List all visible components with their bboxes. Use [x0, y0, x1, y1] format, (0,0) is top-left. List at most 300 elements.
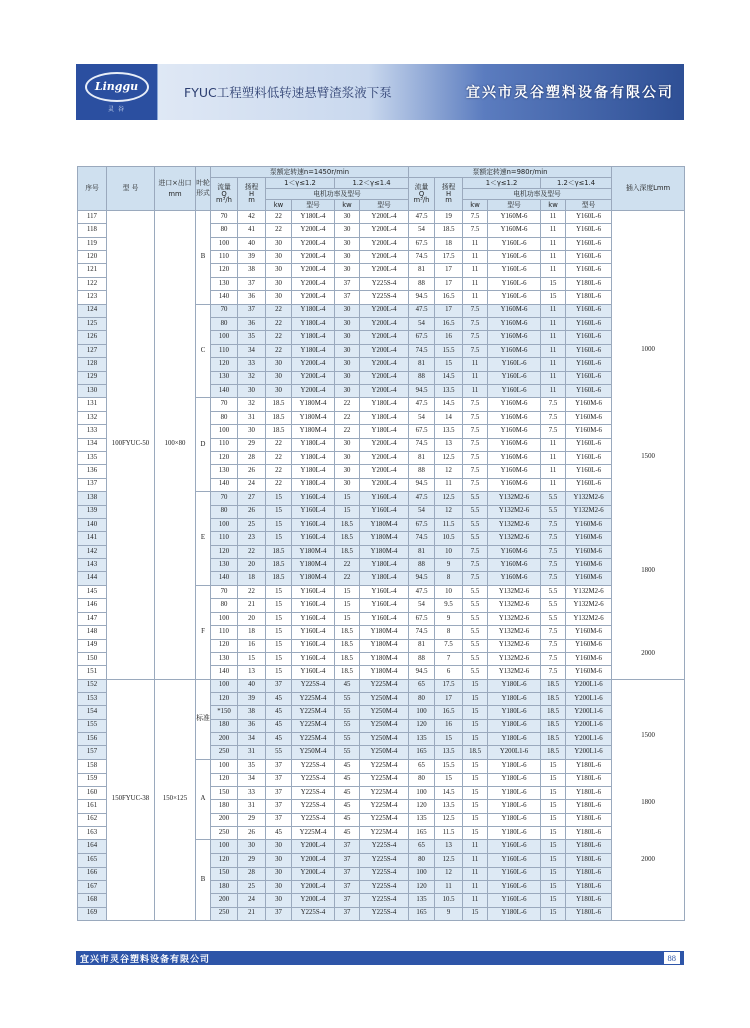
cell-inlet-outlet: 150×125: [155, 679, 196, 920]
cell-kw-b-1450: 30: [335, 465, 360, 478]
cell-kw-b-980: 15: [541, 867, 566, 880]
cell-kw-a-1450: 55: [266, 746, 292, 759]
cell-kw-b-1450: 18.5: [335, 532, 360, 545]
cell-impeller: D: [196, 398, 211, 492]
cell-head-1450: 31: [238, 800, 266, 813]
header-kw: kw: [266, 200, 292, 211]
cell-motor-a-1450: Y200L-4: [292, 880, 335, 893]
cell-motor-a-980: Y180L-6: [488, 800, 541, 813]
cell-kw-b-980: 5.5: [541, 585, 566, 599]
cell-motor-b-1450: Y225S-4: [360, 291, 409, 304]
cell-motor-b-980: Y160L-6: [566, 465, 612, 478]
cell-kw-b-1450: 22: [335, 572, 360, 585]
cell-motor-a-1450: Y160L-4: [292, 532, 335, 545]
cell-flow-1450: 130: [211, 371, 238, 384]
cell-kw-b-1450: 30: [335, 237, 360, 250]
cell-seq: 131: [78, 398, 107, 412]
cell-head-1450: 29: [238, 813, 266, 826]
cell-flow-1450: 70: [211, 492, 238, 506]
depth-value: 2000: [641, 649, 655, 657]
cell-kw-b-980: 15: [541, 894, 566, 907]
cell-head-980: 10.5: [435, 532, 463, 545]
cell-motor-a-1450: Y180L-4: [292, 478, 335, 491]
header-model: 型 号: [107, 167, 155, 211]
cell-kw-a-980: 5.5: [463, 639, 488, 652]
cell-kw-b-1450: 55: [335, 692, 360, 705]
cell-motor-a-980: Y160L-6: [488, 277, 541, 290]
cell-flow-980: 54: [409, 318, 435, 331]
cell-flow-980: 47.5: [409, 585, 435, 599]
cell-kw-a-1450: 30: [266, 264, 292, 277]
cell-kw-b-1450: 30: [335, 264, 360, 277]
cell-motor-b-1450: Y225M-4: [360, 813, 409, 826]
header-speed-980: 泵额定转速n=980r/min: [409, 167, 612, 178]
table-header: [78, 167, 685, 211]
cell-kw-b-980: 15: [541, 786, 566, 799]
cell-kw-a-980: 7.5: [463, 425, 488, 438]
cell-head-980: 13.5: [435, 800, 463, 813]
cell-flow-1450: 110: [211, 626, 238, 639]
depth-value: 1500: [641, 732, 655, 740]
cell-flow-980: 81: [409, 451, 435, 464]
cell-motor-a-980: Y160M-6: [488, 411, 541, 424]
cell-motor-a-1450: Y160L-4: [292, 666, 335, 679]
cell-motor-b-1450: Y225M-4: [360, 759, 409, 773]
header-flow-2: [409, 178, 435, 211]
cell-kw-a-980: 5.5: [463, 519, 488, 532]
cell-kw-a-980: 11: [463, 358, 488, 371]
cell-kw-a-1450: 15: [266, 666, 292, 679]
cell-head-1450: 36: [238, 318, 266, 331]
cell-kw-a-1450: 15: [266, 612, 292, 625]
cell-head-980: 15.5: [435, 344, 463, 357]
cell-kw-a-1450: 30: [266, 854, 292, 867]
cell-flow-980: 81: [409, 264, 435, 277]
cell-kw-a-980: 5.5: [463, 532, 488, 545]
cell-motor-b-980: Y200L1-6: [566, 679, 612, 692]
cell-seq: 133: [78, 425, 107, 438]
header-kw: kw: [463, 200, 488, 211]
cell-kw-a-1450: 22: [266, 331, 292, 344]
cell-head-980: 16: [435, 719, 463, 732]
cell-seq: 156: [78, 733, 107, 746]
cell-motor-a-1450: Y200L-4: [292, 291, 335, 304]
cell-kw-a-980: 11: [463, 894, 488, 907]
cell-kw-b-980: 7.5: [541, 626, 566, 639]
cell-motor-b-1450: Y250M-4: [360, 733, 409, 746]
cell-head-1450: 29: [238, 854, 266, 867]
cell-head-1450: 38: [238, 706, 266, 719]
cell-kw-a-980: 5.5: [463, 666, 488, 679]
cell-kw-b-1450: 30: [335, 358, 360, 371]
flow-unit: m³/h: [413, 196, 430, 205]
cell-flow-1450: 140: [211, 384, 238, 397]
cell-motor-a-1450: Y180L-4: [292, 304, 335, 318]
cell-seq: 161: [78, 800, 107, 813]
cell-seq: 127: [78, 344, 107, 357]
cell-flow-980: 65: [409, 679, 435, 692]
cell-kw-b-1450: 55: [335, 733, 360, 746]
cell-kw-a-1450: 45: [266, 692, 292, 705]
cell-head-1450: 38: [238, 264, 266, 277]
cell-head-980: 12: [435, 465, 463, 478]
cell-motor-b-1450: Y200L-4: [360, 478, 409, 491]
cell-motor-b-1450: Y225M-4: [360, 800, 409, 813]
cell-head-980: 17: [435, 692, 463, 705]
cell-motor-a-980: Y180L-6: [488, 692, 541, 705]
cell-motor-b-1450: Y160L-4: [360, 599, 409, 612]
cell-kw-b-980: 15: [541, 854, 566, 867]
cell-seq: 148: [78, 626, 107, 639]
cell-flow-1450: 140: [211, 291, 238, 304]
cell-motor-a-980: Y160M-6: [488, 465, 541, 478]
cell-head-1450: 13: [238, 666, 266, 679]
header-kw: kw: [335, 200, 360, 211]
cell-kw-b-980: 11: [541, 331, 566, 344]
cell-flow-1450: 110: [211, 438, 238, 451]
cell-motor-b-1450: Y180L-4: [360, 398, 409, 412]
cell-motor-b-1450: Y160L-4: [360, 612, 409, 625]
cell-flow-980: 94.5: [409, 384, 435, 397]
cell-motor-b-1450: Y180M-4: [360, 519, 409, 532]
cell-seq: 146: [78, 599, 107, 612]
cell-kw-b-1450: 18.5: [335, 666, 360, 679]
cell-head-980: 13.5: [435, 746, 463, 759]
cell-flow-980: 94.5: [409, 666, 435, 679]
cell-motor-a-980: Y160M-6: [488, 438, 541, 451]
cell-kw-a-1450: 18.5: [266, 559, 292, 572]
cell-head-980: 13: [435, 840, 463, 854]
cell-kw-a-1450: 18.5: [266, 545, 292, 558]
cell-kw-a-980: 5.5: [463, 585, 488, 599]
cell-head-980: 11.5: [435, 519, 463, 532]
cell-head-980: 10: [435, 585, 463, 599]
cell-motor-b-980: Y160L-6: [566, 304, 612, 318]
cell-head-980: 14.5: [435, 786, 463, 799]
cell-head-980: 13: [435, 438, 463, 451]
cell-kw-a-1450: 45: [266, 733, 292, 746]
header-type: 型号: [566, 200, 612, 211]
cell-motor-a-980: Y160M-6: [488, 344, 541, 357]
cell-seq: 144: [78, 572, 107, 585]
cell-motor-b-980: Y160L-6: [566, 318, 612, 331]
cell-motor-a-1450: Y200L-4: [292, 251, 335, 264]
cell-flow-980: 74.5: [409, 251, 435, 264]
cell-motor-a-980: Y180L-6: [488, 813, 541, 826]
cell-kw-b-1450: 18.5: [335, 519, 360, 532]
header-gamma2-1: 1.2＜γ≤1.4: [335, 178, 409, 189]
cell-motor-a-1450: Y225M-4: [292, 827, 335, 840]
cell-kw-a-980: 18.5: [463, 746, 488, 759]
cell-head-1450: 20: [238, 612, 266, 625]
cell-seq: 118: [78, 224, 107, 237]
cell-kw-a-1450: 15: [266, 599, 292, 612]
cell-flow-980: 100: [409, 706, 435, 719]
cell-kw-b-980: 11: [541, 478, 566, 491]
cell-impeller: 标准: [196, 679, 211, 759]
cell-impeller: B: [196, 211, 211, 305]
cell-motor-a-1450: Y250M-4: [292, 746, 335, 759]
cell-head-1450: 33: [238, 786, 266, 799]
cell-kw-b-1450: 18.5: [335, 639, 360, 652]
cell-flow-1450: 80: [211, 505, 238, 518]
cell-kw-b-980: 15: [541, 813, 566, 826]
cell-seq: 163: [78, 827, 107, 840]
cell-head-980: 9: [435, 612, 463, 625]
cell-head-1450: 26: [238, 465, 266, 478]
cell-motor-b-980: Y160M-6: [566, 559, 612, 572]
cell-motor-a-980: Y160L-6: [488, 291, 541, 304]
cell-kw-b-1450: 45: [335, 679, 360, 692]
cell-kw-b-980: 15: [541, 907, 566, 920]
cell-seq: 169: [78, 907, 107, 920]
cell-motor-a-980: Y160L-6: [488, 880, 541, 893]
cell-motor-a-980: Y132M2-6: [488, 532, 541, 545]
cell-head-980: 17: [435, 304, 463, 318]
cell-flow-980: 88: [409, 465, 435, 478]
cell-motor-a-980: Y180L-6: [488, 733, 541, 746]
cell-motor-a-1450: Y200L-4: [292, 264, 335, 277]
cell-kw-b-980: 7.5: [541, 572, 566, 585]
cell-seq: 117: [78, 211, 107, 224]
cell-kw-a-980: 7.5: [463, 344, 488, 357]
cell-motor-a-1450: Y225M-4: [292, 733, 335, 746]
cell-flow-980: 135: [409, 733, 435, 746]
cell-motor-a-1450: Y200L-4: [292, 237, 335, 250]
cell-motor-b-980: Y160M-6: [566, 639, 612, 652]
cell-kw-a-980: 15: [463, 773, 488, 786]
cell-head-980: 7: [435, 652, 463, 665]
cell-head-980: 11: [435, 478, 463, 491]
cell-motor-a-1450: Y160L-4: [292, 519, 335, 532]
cell-head-980: 17.5: [435, 251, 463, 264]
cell-kw-b-1450: 37: [335, 854, 360, 867]
cell-kw-b-1450: 15: [335, 585, 360, 599]
cell-motor-b-980: Y160L-6: [566, 438, 612, 451]
cell-motor-b-1450: Y180M-4: [360, 626, 409, 639]
cell-motor-a-1450: Y200L-4: [292, 867, 335, 880]
cell-kw-a-1450: 15: [266, 505, 292, 518]
cell-seq: 140: [78, 519, 107, 532]
cell-head-1450: 33: [238, 358, 266, 371]
cell-motor-a-980: Y160M-6: [488, 398, 541, 412]
cell-motor-b-980: Y160M-6: [566, 626, 612, 639]
cell-head-1450: 23: [238, 532, 266, 545]
cell-head-1450: 15: [238, 652, 266, 665]
cell-head-980: 10: [435, 545, 463, 558]
cell-motor-b-980: Y200L1-6: [566, 746, 612, 759]
cell-head-1450: 30: [238, 425, 266, 438]
cell-seq: 132: [78, 411, 107, 424]
cell-kw-a-980: 7.5: [463, 224, 488, 237]
cell-motor-a-1450: Y225M-4: [292, 719, 335, 732]
cell-kw-a-980: 11: [463, 867, 488, 880]
cell-kw-b-980: 11: [541, 465, 566, 478]
cell-motor-a-1450: Y180L-4: [292, 211, 335, 224]
cell-flow-980: 94.5: [409, 291, 435, 304]
cell-kw-a-1450: 30: [266, 840, 292, 854]
cell-motor-a-1450: Y180L-4: [292, 451, 335, 464]
cell-motor-b-980: Y160L-6: [566, 224, 612, 237]
cell-kw-a-1450: 45: [266, 706, 292, 719]
cell-motor-a-1450: Y225S-4: [292, 813, 335, 826]
cell-flow-980: 88: [409, 277, 435, 290]
cell-kw-a-980: 11: [463, 264, 488, 277]
head-label: 扬程: [244, 182, 259, 191]
cell-motor-a-980: Y160M-6: [488, 318, 541, 331]
cell-motor-a-980: Y132M2-6: [488, 519, 541, 532]
cell-kw-b-1450: 37: [335, 291, 360, 304]
cell-head-1450: 26: [238, 505, 266, 518]
cell-flow-980: 88: [409, 371, 435, 384]
cell-flow-980: 165: [409, 746, 435, 759]
cell-kw-a-980: 7.5: [463, 411, 488, 424]
header-seq: 序号: [78, 167, 107, 211]
cell-kw-a-1450: 22: [266, 304, 292, 318]
cell-motor-b-980: Y160L-6: [566, 264, 612, 277]
cell-flow-1450: 70: [211, 211, 238, 224]
cell-kw-a-1450: 37: [266, 679, 292, 692]
cell-head-1450: 31: [238, 746, 266, 759]
cell-seq: 126: [78, 331, 107, 344]
cell-head-1450: 18: [238, 626, 266, 639]
cell-motor-b-1450: Y200L-4: [360, 371, 409, 384]
cell-motor-b-980: Y132M2-6: [566, 585, 612, 599]
cell-seq: 160: [78, 786, 107, 799]
cell-motor-a-1450: Y225S-4: [292, 907, 335, 920]
cell-motor-a-1450: Y225S-4: [292, 800, 335, 813]
cell-motor-b-1450: Y200L-4: [360, 304, 409, 318]
cell-motor-b-980: Y160L-6: [566, 371, 612, 384]
cell-flow-1450: 110: [211, 532, 238, 545]
cell-kw-b-1450: 45: [335, 773, 360, 786]
cell-motor-a-1450: Y180L-4: [292, 438, 335, 451]
cell-seq: 125: [78, 318, 107, 331]
cell-model: 100FYUC-50: [107, 211, 155, 680]
cell-flow-980: 120: [409, 800, 435, 813]
cell-kw-b-1450: 30: [335, 451, 360, 464]
cell-motor-b-1450: Y225S-4: [360, 840, 409, 854]
cell-kw-a-1450: 22: [266, 211, 292, 224]
cell-head-980: 13.5: [435, 384, 463, 397]
cell-flow-1450: 100: [211, 331, 238, 344]
logo-text: Linggu: [94, 80, 139, 93]
cell-motor-a-980: Y180L-6: [488, 719, 541, 732]
flow-unit: m³/h: [216, 196, 232, 205]
cell-kw-b-1450: 37: [335, 894, 360, 907]
cell-seq: 158: [78, 759, 107, 773]
cell-kw-a-1450: 22: [266, 224, 292, 237]
cell-motor-b-980: Y160L-6: [566, 478, 612, 491]
cell-flow-980: 120: [409, 719, 435, 732]
cell-motor-b-980: Y160L-6: [566, 358, 612, 371]
cell-kw-a-980: 7.5: [463, 478, 488, 491]
cell-kw-b-1450: 22: [335, 425, 360, 438]
cell-motor-b-1450: Y180M-4: [360, 639, 409, 652]
cell-head-980: 16.5: [435, 706, 463, 719]
header-gamma2-2: 1.2＜γ≤1.4: [541, 178, 612, 189]
cell-head-980: 16.5: [435, 318, 463, 331]
cell-motor-a-980: Y160L-6: [488, 371, 541, 384]
cell-head-1450: 26: [238, 827, 266, 840]
cell-kw-b-980: 15: [541, 880, 566, 893]
cell-kw-a-980: 15: [463, 759, 488, 773]
cell-kw-a-1450: 18.5: [266, 572, 292, 585]
cell-kw-a-1450: 37: [266, 759, 292, 773]
cell-flow-1450: 130: [211, 277, 238, 290]
cell-head-980: 15.5: [435, 759, 463, 773]
cell-flow-1450: 80: [211, 599, 238, 612]
cell-motor-a-980: Y160L-6: [488, 237, 541, 250]
cell-motor-b-980: Y180L-6: [566, 827, 612, 840]
header-motor-1: 电机功率及型号: [266, 189, 409, 200]
cell-head-1450: 29: [238, 438, 266, 451]
cell-kw-b-1450: 55: [335, 746, 360, 759]
page-footer: [76, 951, 684, 965]
cell-head-980: 14.5: [435, 371, 463, 384]
cell-motor-a-980: Y160L-6: [488, 867, 541, 880]
cell-motor-a-980: Y180L-6: [488, 706, 541, 719]
header-inlet-outlet: 进口×出口mm: [155, 167, 196, 211]
cell-flow-980: 120: [409, 880, 435, 893]
flow-symbol: Q: [221, 189, 227, 198]
cell-head-1450: 25: [238, 880, 266, 893]
depth-value: 2000: [641, 856, 655, 864]
cell-head-980: 7.5: [435, 639, 463, 652]
cell-flow-1450: 110: [211, 251, 238, 264]
cell-kw-b-980: 7.5: [541, 639, 566, 652]
cell-motor-a-1450: Y225M-4: [292, 692, 335, 705]
table-row: [78, 211, 685, 224]
cell-motor-a-1450: Y225S-4: [292, 786, 335, 799]
header-head-2: [435, 178, 463, 211]
cell-flow-1450: 120: [211, 854, 238, 867]
cell-head-1450: 24: [238, 894, 266, 907]
cell-flow-1450: 120: [211, 358, 238, 371]
cell-seq: 121: [78, 264, 107, 277]
cell-flow-1450: 140: [211, 572, 238, 585]
head-unit: m: [248, 196, 255, 205]
cell-flow-1450: 250: [211, 827, 238, 840]
cell-kw-a-1450: 30: [266, 867, 292, 880]
cell-kw-a-980: 7.5: [463, 438, 488, 451]
pump-spec-table-wrapper: [77, 166, 684, 921]
cell-motor-b-980: Y180L-6: [566, 880, 612, 893]
cell-flow-980: 94.5: [409, 572, 435, 585]
cell-head-1450: 36: [238, 719, 266, 732]
cell-kw-a-1450: 30: [266, 371, 292, 384]
cell-motor-a-1450: Y200L-4: [292, 894, 335, 907]
cell-motor-b-980: Y160M-6: [566, 425, 612, 438]
cell-motor-a-980: Y180L-6: [488, 907, 541, 920]
cell-kw-b-980: 5.5: [541, 505, 566, 518]
cell-kw-a-980: 7.5: [463, 331, 488, 344]
cell-head-1450: 16: [238, 639, 266, 652]
cell-motor-a-980: Y160L-6: [488, 251, 541, 264]
pump-spec-table: [77, 166, 685, 921]
cell-kw-a-980: 5.5: [463, 612, 488, 625]
cell-flow-1450: 100: [211, 840, 238, 854]
cell-kw-b-980: 7.5: [541, 532, 566, 545]
cell-motor-b-980: Y132M2-6: [566, 612, 612, 625]
cell-kw-a-1450: 22: [266, 318, 292, 331]
cell-flow-980: 80: [409, 692, 435, 705]
cell-motor-b-980: Y160L-6: [566, 237, 612, 250]
cell-kw-a-1450: 15: [266, 639, 292, 652]
cell-head-980: 18: [435, 237, 463, 250]
cell-kw-a-1450: 37: [266, 800, 292, 813]
cell-flow-980: 100: [409, 867, 435, 880]
